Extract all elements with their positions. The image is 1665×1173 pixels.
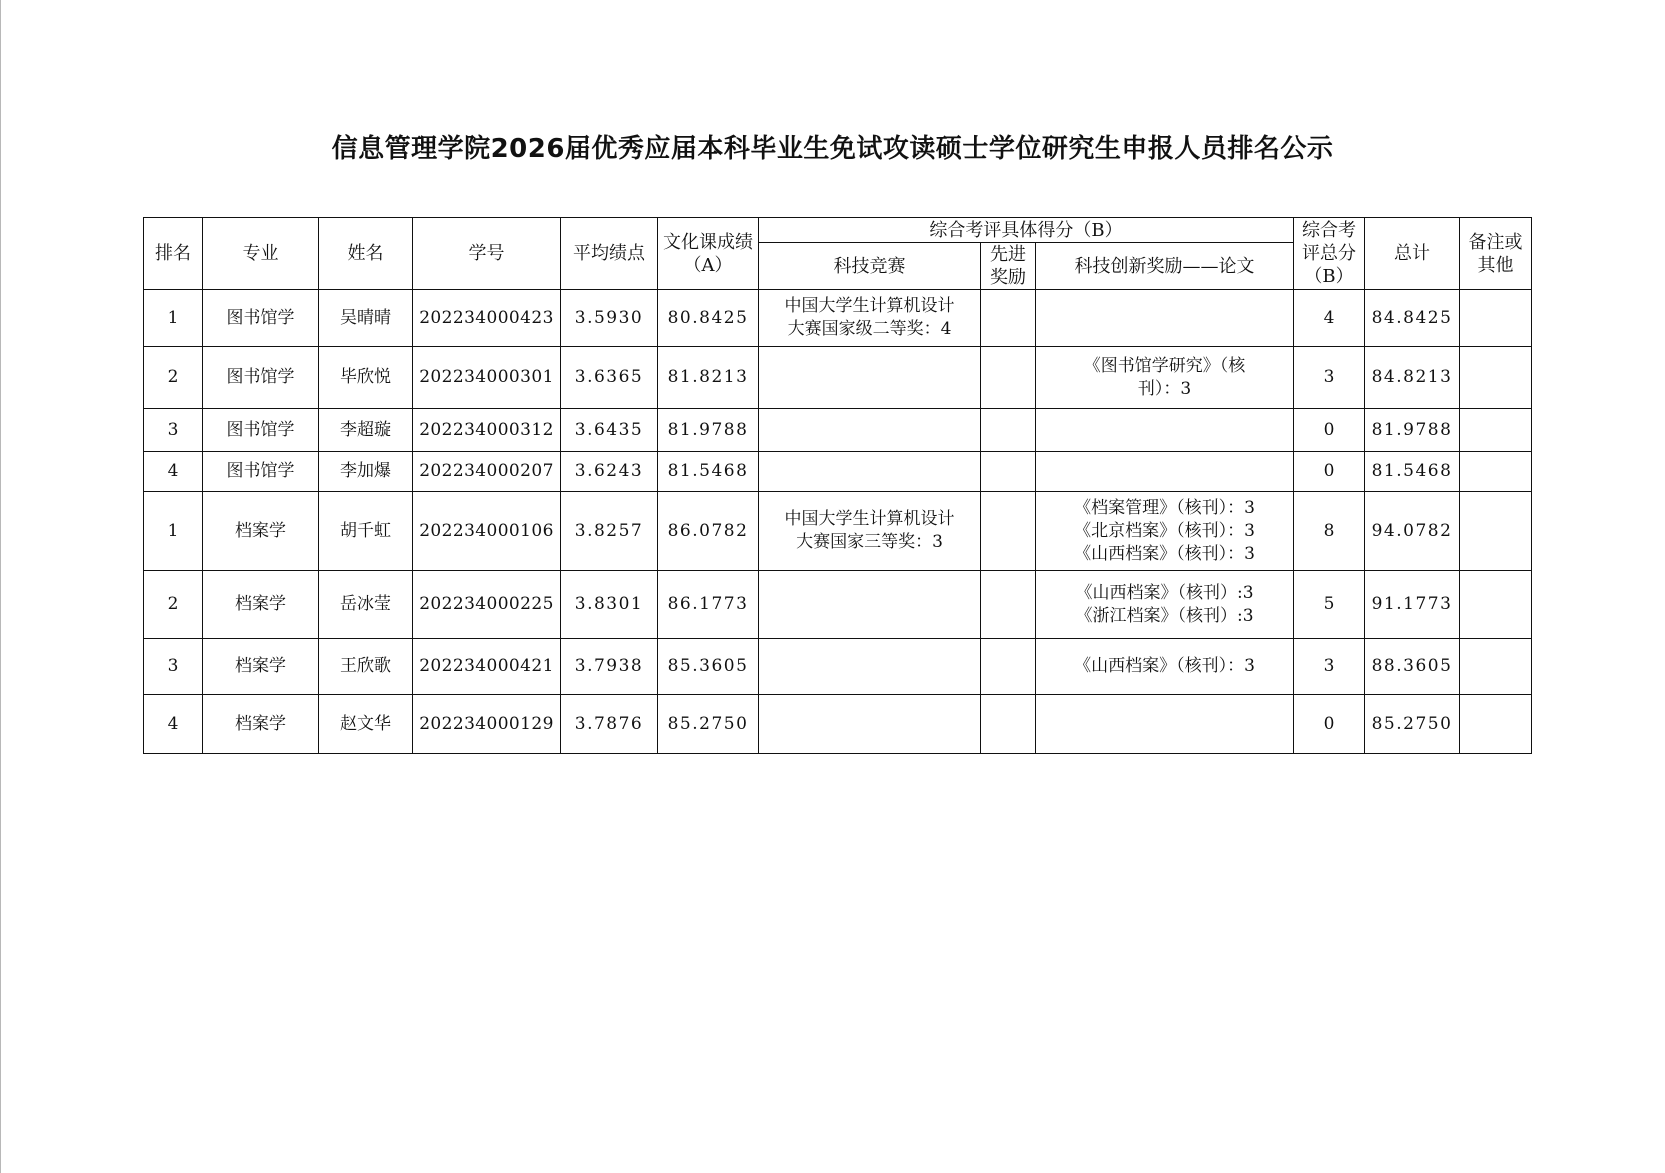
innovation-paper-cell [1036, 571, 1294, 639]
table-row [144, 409, 1532, 452]
comprehensive-total-cell: 0 [1294, 452, 1365, 492]
student-id-cell: 202234000312 [413, 409, 561, 452]
major-cell: 图书馆学 [203, 347, 319, 409]
comprehensive-total-cell: 3 [1294, 639, 1365, 695]
rank-cell: 1 [144, 492, 203, 571]
total-cell: 81.5468 [1365, 452, 1460, 492]
gpa-cell: 3.6365 [561, 347, 658, 409]
name-cell: 吴晴晴 [319, 290, 413, 347]
tech-competition-cell-line: 中国大学生计算机设计 [784, 296, 955, 316]
remarks-cell [1460, 492, 1532, 571]
student-id-cell: 202234000207 [413, 452, 561, 492]
tech-competition-cell [759, 452, 981, 492]
remarks-cell [1460, 409, 1532, 452]
table-row [144, 290, 1532, 347]
remarks-cell [1460, 452, 1532, 492]
gpa-cell: 3.6243 [561, 452, 658, 492]
student-id-cell: 202234000423 [413, 290, 561, 347]
header-comprehensive-group: 综合考评具体得分（B） [759, 218, 1294, 243]
name-cell: 李加爆 [319, 452, 413, 492]
innovation-paper-cell [1036, 639, 1294, 695]
name-cell: 李超璇 [319, 409, 413, 452]
comprehensive-total-cell: 3 [1294, 347, 1365, 409]
header-row-top [144, 218, 1532, 243]
advanced-award-cell [981, 695, 1036, 754]
advanced-award-cell [981, 492, 1036, 571]
advanced-award-cell [981, 290, 1036, 347]
innovation-paper-cell-line: 《山西档案》（核刊）：3 [1074, 543, 1255, 564]
innovation-paper-cell [1036, 492, 1294, 571]
advanced-award-cell [981, 571, 1036, 639]
comprehensive-total-cell: 0 [1294, 695, 1365, 754]
header-remarks: 备注或其他 [1460, 218, 1532, 290]
rank-cell: 2 [144, 347, 203, 409]
header-comprehensive-total: 综合考评总分（B） [1294, 218, 1365, 290]
culture-score-cell: 86.0782 [658, 492, 759, 571]
innovation-paper-cell [1036, 452, 1294, 492]
header-culture-score: 文化课成绩（A） [658, 218, 759, 290]
remarks-cell [1460, 290, 1532, 347]
major-cell: 图书馆学 [203, 290, 319, 347]
header-total: 总计 [1365, 218, 1460, 290]
advanced-award-cell [981, 639, 1036, 695]
major-cell: 图书馆学 [203, 409, 319, 452]
innovation-paper-cell [1036, 290, 1294, 347]
major-cell: 档案学 [203, 571, 319, 639]
total-cell: 85.2750 [1365, 695, 1460, 754]
major-cell: 档案学 [203, 695, 319, 754]
tech-competition-cell-line: 大赛国家级二等奖：4 [787, 319, 952, 339]
innovation-paper-cell-line: 《山西档案》（核刊）：3 [1074, 656, 1255, 676]
gpa-cell: 3.7938 [561, 639, 658, 695]
rank-cell: 2 [144, 571, 203, 639]
tech-competition-cell [759, 571, 981, 639]
ranking-table [143, 217, 1532, 754]
total-cell: 91.1773 [1365, 571, 1460, 639]
innovation-paper-cell-line: 《图书馆学研究》（核 [1083, 355, 1246, 376]
table-row [144, 452, 1532, 492]
remarks-cell [1460, 639, 1532, 695]
table-row [144, 492, 1532, 571]
student-id-cell: 202234000129 [413, 695, 561, 754]
table-row [144, 347, 1532, 409]
header-student-id: 学号 [413, 218, 561, 290]
innovation-paper-cell [1036, 695, 1294, 754]
header-rank: 排名 [144, 218, 203, 290]
tech-competition-cell [759, 695, 981, 754]
culture-score-cell: 81.8213 [658, 347, 759, 409]
culture-score-cell: 81.9788 [658, 409, 759, 452]
culture-score-cell: 86.1773 [658, 571, 759, 639]
remarks-cell [1460, 695, 1532, 754]
student-id-cell: 202234000225 [413, 571, 561, 639]
tech-competition-cell-line: 中国大学生计算机设计 [784, 509, 955, 529]
comprehensive-total-cell: 4 [1294, 290, 1365, 347]
major-cell: 档案学 [203, 492, 319, 571]
student-id-cell: 202234000421 [413, 639, 561, 695]
rank-cell: 3 [144, 409, 203, 452]
name-cell: 胡千虹 [319, 492, 413, 571]
tech-competition-cell [759, 347, 981, 409]
header-advanced-award: 先进奖励 [981, 243, 1036, 290]
header-innovation-paper: 科技创新奖励——论文 [1036, 243, 1294, 290]
innovation-paper-cell-line: 刊）：3 [1137, 378, 1192, 399]
gpa-cell: 3.8257 [561, 492, 658, 571]
advanced-award-cell [981, 347, 1036, 409]
gpa-cell: 3.6435 [561, 409, 658, 452]
total-cell: 84.8425 [1365, 290, 1460, 347]
culture-score-cell: 80.8425 [658, 290, 759, 347]
innovation-paper-cell-line: 《档案管理》（核刊）：3 [1074, 497, 1255, 518]
document-title: 信息管理学院2026届优秀应届本科毕业生免试攻读硕士学位研究生申报人员排名公示 [331, 134, 1334, 164]
name-cell: 毕欣悦 [319, 347, 413, 409]
student-id-cell: 202234000301 [413, 347, 561, 409]
advanced-award-cell [981, 452, 1036, 492]
comprehensive-total-cell: 0 [1294, 409, 1365, 452]
culture-score-cell: 85.2750 [658, 695, 759, 754]
tech-competition-cell [759, 492, 981, 571]
total-cell: 94.0782 [1365, 492, 1460, 571]
total-cell: 81.9788 [1365, 409, 1460, 452]
table-row [144, 571, 1532, 639]
comprehensive-total-cell: 8 [1294, 492, 1365, 571]
rank-cell: 3 [144, 639, 203, 695]
rank-cell: 4 [144, 452, 203, 492]
gpa-cell: 3.7876 [561, 695, 658, 754]
name-cell: 王欣歌 [319, 639, 413, 695]
table-row [144, 639, 1532, 695]
page-left-edge [0, 0, 1, 1173]
remarks-cell [1460, 347, 1532, 409]
rank-cell: 1 [144, 290, 203, 347]
innovation-paper-cell [1036, 409, 1294, 452]
tech-competition-cell [759, 290, 981, 347]
total-cell: 88.3605 [1365, 639, 1460, 695]
comprehensive-total-cell: 5 [1294, 571, 1365, 639]
culture-score-cell: 85.3605 [658, 639, 759, 695]
table-row [144, 695, 1532, 754]
major-cell: 图书馆学 [203, 452, 319, 492]
innovation-paper-cell-line: 《浙江档案》（核刊）:3 [1075, 605, 1254, 626]
name-cell: 岳冰莹 [319, 571, 413, 639]
innovation-paper-cell-line: 《北京档案》（核刊）：3 [1074, 520, 1255, 541]
header-tech-competition: 科技竞赛 [759, 243, 981, 290]
gpa-cell: 3.5930 [561, 290, 658, 347]
header-name: 姓名 [319, 218, 413, 290]
major-cell: 档案学 [203, 639, 319, 695]
innovation-paper-cell-line: 《山西档案》（核刊）:3 [1075, 582, 1254, 603]
tech-competition-cell [759, 409, 981, 452]
innovation-paper-cell [1036, 347, 1294, 409]
student-id-cell: 202234000106 [413, 492, 561, 571]
tech-competition-cell [759, 639, 981, 695]
advanced-award-cell [981, 409, 1036, 452]
header-gpa: 平均绩点 [561, 218, 658, 290]
gpa-cell: 3.8301 [561, 571, 658, 639]
remarks-cell [1460, 571, 1532, 639]
rank-cell: 4 [144, 695, 203, 754]
name-cell: 赵文华 [319, 695, 413, 754]
header-major: 专业 [203, 218, 319, 290]
tech-competition-cell-line: 大赛国家三等奖：3 [796, 532, 943, 552]
culture-score-cell: 81.5468 [658, 452, 759, 492]
table-body [144, 290, 1532, 754]
total-cell: 84.8213 [1365, 347, 1460, 409]
